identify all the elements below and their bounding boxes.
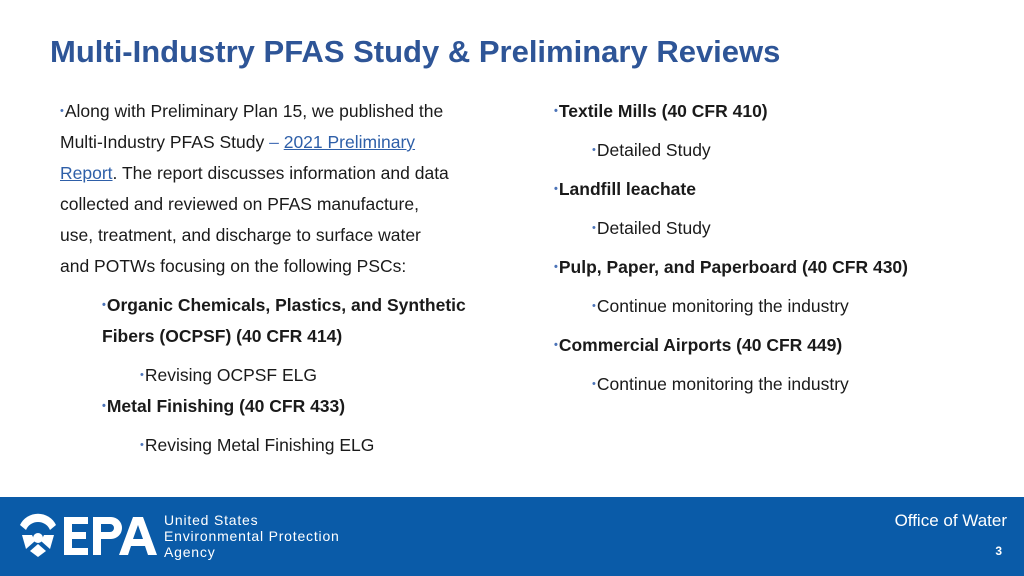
psc-sub-ocpsf: •Revising OCPSF ELG — [140, 365, 317, 385]
bullet-icon: • — [102, 400, 106, 412]
right-sub-textile: •Detailed Study — [592, 140, 711, 160]
psc-item-metal: •Metal Finishing (40 CFR 433) — [102, 396, 346, 416]
right-sub-pulp: •Continue monitoring the industry — [592, 296, 849, 316]
right-item-pulp: •Pulp, Paper, and Paperboard (40 CFR 430) — [554, 257, 908, 277]
right-item-textile: •Textile Mills (40 CFR 410) — [554, 101, 768, 121]
epa-agency-name: United States Environmental Protection Agency — [164, 512, 340, 560]
intro-line-1: •Along with Preliminary Plan 15, we published the — [60, 101, 444, 121]
bullet-icon: • — [140, 439, 144, 451]
report-link[interactable]: 2021 Preliminary — [283, 132, 416, 152]
left-column — [60, 96, 510, 461]
psc-item-ocpsf-cont: Fibers (OCPSF) (40 CFR 414) — [102, 326, 343, 346]
bullet-icon: • — [60, 105, 64, 117]
psc-sub-metal: •Revising Metal Finishing ELG — [140, 435, 375, 455]
bullet-icon: • — [592, 144, 596, 156]
intro-line-3: Report. The report discusses information and data — [60, 163, 449, 183]
bullet-icon: • — [140, 369, 144, 381]
bullet-icon: • — [592, 300, 596, 312]
intro-line-5: use, treatment, and discharge to surface water — [60, 225, 421, 245]
psc-item-ocpsf: •Organic Chemicals, Plastics, and Synthetic — [102, 295, 466, 315]
right-item-landfill: •Landfill leachate — [554, 179, 696, 199]
bullet-icon: • — [554, 261, 558, 273]
bullet-icon: • — [554, 183, 558, 195]
right-sub-landfill: •Detailed Study — [592, 218, 711, 238]
epa-logo-icon — [16, 511, 158, 561]
right-column — [554, 96, 974, 408]
report-link-cont[interactable]: Report — [60, 163, 113, 183]
right-item-airports: •Commercial Airports (40 CFR 449) — [554, 335, 843, 355]
office-label: Office of Water — [894, 511, 1007, 530]
bullet-icon: • — [592, 222, 596, 234]
intro-line-4: collected and reviewed on PFAS manufacture, — [60, 194, 419, 214]
intro-line-2: Multi-Industry PFAS Study – 2021 Preliminary — [60, 132, 416, 152]
footer-bar — [0, 497, 1024, 576]
bullet-icon: • — [592, 378, 596, 390]
slide-title: Multi-Industry PFAS Study & Preliminary Reviews — [50, 34, 781, 69]
right-sub-airports: •Continue monitoring the industry — [592, 374, 849, 394]
page-number: 3 — [995, 544, 1002, 558]
intro-line-6: and POTWs focusing on the following PSCs: — [60, 256, 407, 276]
bullet-icon: • — [554, 105, 558, 117]
bullet-icon: • — [554, 339, 558, 351]
bullet-icon: • — [102, 299, 106, 311]
